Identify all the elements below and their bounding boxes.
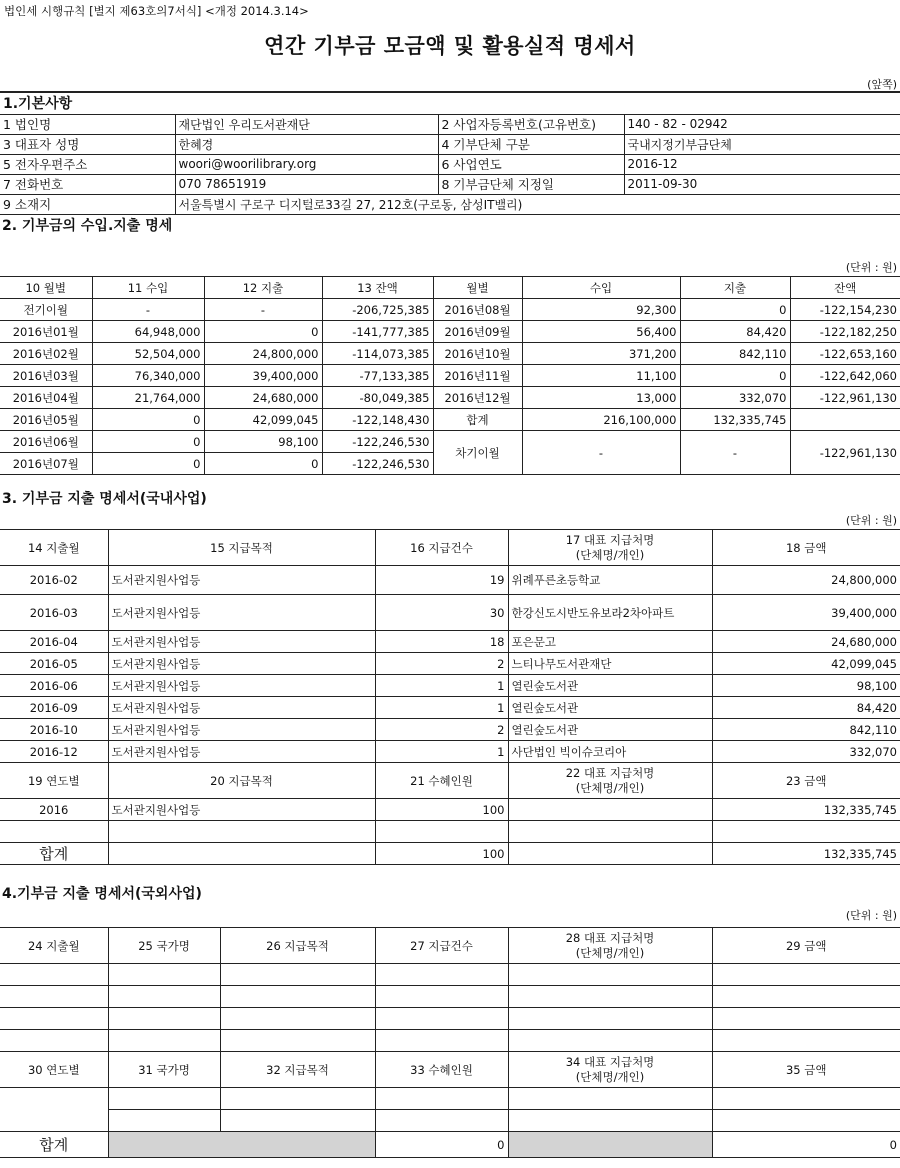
month-cell: 2016년12월 xyxy=(433,387,522,409)
expense-cell: 0 xyxy=(204,321,322,343)
table-row xyxy=(0,821,900,843)
col-payee: 28 대표 지급처명 (단체명/개인) xyxy=(508,928,712,964)
col-count: 27 지급건수 xyxy=(375,928,508,964)
designation-date-label: 8 기부금단체 지정일 xyxy=(438,174,624,194)
table-row xyxy=(0,964,900,986)
count-cell: 19 xyxy=(375,566,508,595)
total-row xyxy=(0,1132,900,1158)
col-expense-month: 14 지출월 xyxy=(0,530,108,566)
col-year: 30 연도별 xyxy=(0,1052,108,1088)
year-cell xyxy=(0,821,108,843)
income-cell: 76,340,000 xyxy=(92,365,204,387)
income-cell: 56,400 xyxy=(522,321,680,343)
form-note: 법인세 시행규칙 [별지 제63호의7서식] <개정 2014.3.14> xyxy=(4,4,309,18)
expense-cell: 84,420 xyxy=(680,321,790,343)
table-row xyxy=(0,321,900,343)
col-amount-2: 23 금액 xyxy=(712,763,900,799)
month-cell: 2016년07월 xyxy=(0,453,92,475)
payee-cell: 열린숲도서관 xyxy=(508,719,712,741)
income-cell: 21,764,000 xyxy=(92,387,204,409)
payee-cell xyxy=(508,799,712,821)
expense-cell: 39,400,000 xyxy=(204,365,322,387)
col-income-2: 수입 xyxy=(522,277,680,299)
col-purpose: 15 지급목적 xyxy=(108,530,375,566)
amount-cell: 42,099,045 xyxy=(712,653,900,675)
income-expense-table xyxy=(0,276,900,475)
col-country: 25 국가명 xyxy=(108,928,220,964)
income-cell: 0 xyxy=(92,453,204,475)
balance-cell: -122,182,250 xyxy=(790,321,900,343)
total-payee xyxy=(508,843,712,865)
expense-cell: 842,110 xyxy=(680,343,790,365)
table-row xyxy=(0,566,900,595)
col-expense-2: 지출 xyxy=(680,277,790,299)
total-payee-shaded xyxy=(508,1132,712,1158)
month-cell: 2016-06 xyxy=(0,675,108,697)
total-row xyxy=(0,843,900,865)
payee-cell: 한강신도시반도유보라2차아파트 xyxy=(508,595,712,631)
section3-title: 3. 기부금 지출 명세서(국내사업) xyxy=(2,491,207,507)
corp-name-label: 1 법인명 xyxy=(0,114,175,134)
total-label: 합계 xyxy=(0,1132,108,1158)
total-count: 100 xyxy=(375,843,508,865)
col-year: 19 연도별 xyxy=(0,763,108,799)
table-row xyxy=(0,675,900,697)
year-cell: 2016 xyxy=(0,799,108,821)
amount-cell: 332,070 xyxy=(712,741,900,763)
count-cell: 30 xyxy=(375,595,508,631)
amount-cell: 24,680,000 xyxy=(712,631,900,653)
payee-cell: 포은문고 xyxy=(508,631,712,653)
count-cell: 2 xyxy=(375,653,508,675)
col-country-2: 31 국가명 xyxy=(108,1052,220,1088)
expense-cell: 24,800,000 xyxy=(204,343,322,365)
amount-cell: 132,335,745 xyxy=(712,799,900,821)
month-cell: 2016-12 xyxy=(0,741,108,763)
purpose-cell xyxy=(108,821,375,843)
table-row xyxy=(0,719,900,741)
total-count: 0 xyxy=(375,1132,508,1158)
phone-label: 7 전화번호 xyxy=(0,174,175,194)
table-row xyxy=(0,799,900,821)
balance-cell: -122,961,130 xyxy=(790,387,900,409)
month-cell: 2016년03월 xyxy=(0,365,92,387)
month-cell: 2016-03 xyxy=(0,595,108,631)
payee-cell: 사단법인 빅이슈코리아 xyxy=(508,741,712,763)
total-balance xyxy=(790,409,900,431)
balance-cell: -122,246,530 xyxy=(322,431,433,453)
email-value: woori@woorilibrary.org xyxy=(175,154,438,174)
table-row xyxy=(0,1110,900,1132)
purpose-cell: 도서관지원사업등 xyxy=(108,631,375,653)
section4-title: 4.기부금 지출 명세서(국외사업) xyxy=(2,886,202,902)
table-row xyxy=(0,409,900,431)
total-amount: 0 xyxy=(712,1132,900,1158)
month-cell: 2016년10월 xyxy=(433,343,522,365)
col-expense-month: 24 지출월 xyxy=(0,928,108,964)
carry-forward-label: 차기이월 xyxy=(433,431,522,475)
income-cell: 64,948,000 xyxy=(92,321,204,343)
col-amount-2: 35 금액 xyxy=(712,1052,900,1088)
month-cell: 전기이월 xyxy=(0,299,92,321)
expense-cell: - xyxy=(204,299,322,321)
balance-cell: -77,133,385 xyxy=(322,365,433,387)
basic-info-table xyxy=(0,91,900,215)
month-cell: 2016-05 xyxy=(0,653,108,675)
balance-cell: -206,725,385 xyxy=(322,299,433,321)
expense-cell: 0 xyxy=(680,299,790,321)
col-balance-2: 잔액 xyxy=(790,277,900,299)
overseas-expense-table xyxy=(0,927,900,1158)
amount-cell: 842,110 xyxy=(712,719,900,741)
org-type-value: 국내지정기부금단체 xyxy=(624,134,900,154)
table-row xyxy=(0,697,900,719)
col-count: 16 지급건수 xyxy=(375,530,508,566)
section2-title: 2. 기부금의 수입.지출 명세 xyxy=(2,218,173,234)
purpose-cell: 도서관지원사업등 xyxy=(108,675,375,697)
rep-name-value: 한혜경 xyxy=(175,134,438,154)
col-amount: 18 금액 xyxy=(712,530,900,566)
carry-forward-balance: -122,961,130 xyxy=(790,431,900,475)
expense-cell: 332,070 xyxy=(680,387,790,409)
col-balance: 13 잔액 xyxy=(322,277,433,299)
amount-cell: 39,400,000 xyxy=(712,595,900,631)
page-title: 연간 기부금 모금액 및 활용실적 명세서 xyxy=(264,34,636,58)
table-row xyxy=(0,595,900,631)
col-amount: 29 금액 xyxy=(712,928,900,964)
section4-unit: (단위 : 원) xyxy=(845,909,897,922)
purpose-cell: 도서관지원사업등 xyxy=(108,697,375,719)
table-row xyxy=(0,741,900,763)
section2-unit: (단위 : 원) xyxy=(845,261,897,274)
carry-forward-expense: - xyxy=(680,431,790,475)
corp-name-value: 재단법인 우리도서관재단 xyxy=(175,114,438,134)
col-payee-2: 34 대표 지급처명 (단체명/개인) xyxy=(508,1052,712,1088)
count-cell: 18 xyxy=(375,631,508,653)
phone-value: 070 78651919 xyxy=(175,174,438,194)
month-cell: 2016년01월 xyxy=(0,321,92,343)
table-row xyxy=(0,299,900,321)
balance-cell: -80,049,385 xyxy=(322,387,433,409)
col-purpose-2: 20 지급목적 xyxy=(108,763,375,799)
total-shaded-cell xyxy=(108,1132,375,1158)
table-row xyxy=(0,631,900,653)
table-row xyxy=(0,1008,900,1030)
table-row xyxy=(0,431,900,453)
table-row xyxy=(0,1030,900,1052)
col-month-2: 월별 xyxy=(433,277,522,299)
biz-reg-value: 140 - 82 - 02942 xyxy=(624,114,900,134)
total-label: 합계 xyxy=(433,409,522,431)
org-type-label: 4 기부단체 구분 xyxy=(438,134,624,154)
month-cell: 2016년09월 xyxy=(433,321,522,343)
purpose-cell: 도서관지원사업등 xyxy=(108,595,375,631)
page-side-label: (앞쪽) xyxy=(867,78,897,91)
expense-cell: 0 xyxy=(680,365,790,387)
section3-unit: (단위 : 원) xyxy=(845,514,897,527)
total-income: 216,100,000 xyxy=(522,409,680,431)
amount-cell: 24,800,000 xyxy=(712,566,900,595)
total-label: 합계 xyxy=(0,843,108,865)
total-amount: 132,335,745 xyxy=(712,843,900,865)
table-row xyxy=(0,1088,900,1110)
expense-cell: 0 xyxy=(204,453,322,475)
domestic-expense-table xyxy=(0,529,900,865)
table-row xyxy=(0,343,900,365)
month-cell: 2016년11월 xyxy=(433,365,522,387)
amount-cell xyxy=(712,821,900,843)
month-cell: 2016년08월 xyxy=(433,299,522,321)
payee-cell: 열린숲도서관 xyxy=(508,675,712,697)
col-income: 11 수입 xyxy=(92,277,204,299)
month-cell: 2016-02 xyxy=(0,566,108,595)
email-label: 5 전자우편주소 xyxy=(0,154,175,174)
month-cell: 2016년04월 xyxy=(0,387,92,409)
col-expense: 12 지출 xyxy=(204,277,322,299)
income-cell: 0 xyxy=(92,409,204,431)
income-cell: 371,200 xyxy=(522,343,680,365)
designation-date-value: 2011-09-30 xyxy=(624,174,900,194)
col-purpose-2: 32 지급목적 xyxy=(220,1052,375,1088)
expense-cell: 24,680,000 xyxy=(204,387,322,409)
purpose-cell: 도서관지원사업등 xyxy=(108,566,375,595)
col-purpose: 26 지급목적 xyxy=(220,928,375,964)
balance-cell: -141,777,385 xyxy=(322,321,433,343)
balance-cell: -114,073,385 xyxy=(322,343,433,365)
expense-cell: 98,100 xyxy=(204,431,322,453)
month-cell: 2016년06월 xyxy=(0,431,92,453)
col-beneficiaries: 33 수혜인원 xyxy=(375,1052,508,1088)
month-cell: 2016-09 xyxy=(0,697,108,719)
income-cell: 92,300 xyxy=(522,299,680,321)
month-cell: 2016-10 xyxy=(0,719,108,741)
col-beneficiaries: 21 수혜인원 xyxy=(375,763,508,799)
total-expense: 132,335,745 xyxy=(680,409,790,431)
payee-cell: 위례푸른초등학교 xyxy=(508,566,712,595)
purpose-cell: 도서관지원사업등 xyxy=(108,653,375,675)
count-cell: 1 xyxy=(375,675,508,697)
purpose-cell: 도서관지원사업등 xyxy=(108,799,375,821)
table-row xyxy=(0,653,900,675)
fiscal-year-label: 6 사업연도 xyxy=(438,154,624,174)
beneficiaries-cell: 100 xyxy=(375,799,508,821)
payee-cell xyxy=(508,821,712,843)
address-value: 서울특별시 구로구 디지털로33길 27, 212호(구로동, 삼성IT밸리) xyxy=(175,194,900,214)
carry-forward-income: - xyxy=(522,431,680,475)
balance-cell: -122,642,060 xyxy=(790,365,900,387)
amount-cell: 84,420 xyxy=(712,697,900,719)
month-cell: 2016년05월 xyxy=(0,409,92,431)
income-cell: - xyxy=(92,299,204,321)
balance-cell: -122,148,430 xyxy=(322,409,433,431)
balance-cell: -122,246,530 xyxy=(322,453,433,475)
income-cell: 13,000 xyxy=(522,387,680,409)
total-purpose xyxy=(108,843,375,865)
col-payee: 17 대표 지급처명 (단체명/개인) xyxy=(508,530,712,566)
col-payee-2: 22 대표 지급처명 (단체명/개인) xyxy=(508,763,712,799)
count-cell: 2 xyxy=(375,719,508,741)
address-label: 9 소재지 xyxy=(0,194,175,214)
table-row xyxy=(0,986,900,1008)
income-cell: 0 xyxy=(92,431,204,453)
balance-cell: -122,653,160 xyxy=(790,343,900,365)
month-cell: 2016-04 xyxy=(0,631,108,653)
purpose-cell: 도서관지원사업등 xyxy=(108,719,375,741)
fiscal-year-value: 2016-12 xyxy=(624,154,900,174)
purpose-cell: 도서관지원사업등 xyxy=(108,741,375,763)
amount-cell: 98,100 xyxy=(712,675,900,697)
month-cell: 2016년02월 xyxy=(0,343,92,365)
rep-name-label: 3 대표자 성명 xyxy=(0,134,175,154)
biz-reg-label: 2 사업자등록번호(고유번호) xyxy=(438,114,624,134)
expense-cell: 42,099,045 xyxy=(204,409,322,431)
income-cell: 52,504,000 xyxy=(92,343,204,365)
balance-cell: -122,154,230 xyxy=(790,299,900,321)
beneficiaries-cell xyxy=(375,821,508,843)
income-cell: 11,100 xyxy=(522,365,680,387)
col-month: 10 월별 xyxy=(0,277,92,299)
count-cell: 1 xyxy=(375,697,508,719)
table-row xyxy=(0,365,900,387)
section1-title: 1.기본사항 xyxy=(0,92,900,114)
count-cell: 1 xyxy=(375,741,508,763)
payee-cell: 열린숲도서관 xyxy=(508,697,712,719)
table-row xyxy=(0,387,900,409)
payee-cell: 느티나무도서관재단 xyxy=(508,653,712,675)
